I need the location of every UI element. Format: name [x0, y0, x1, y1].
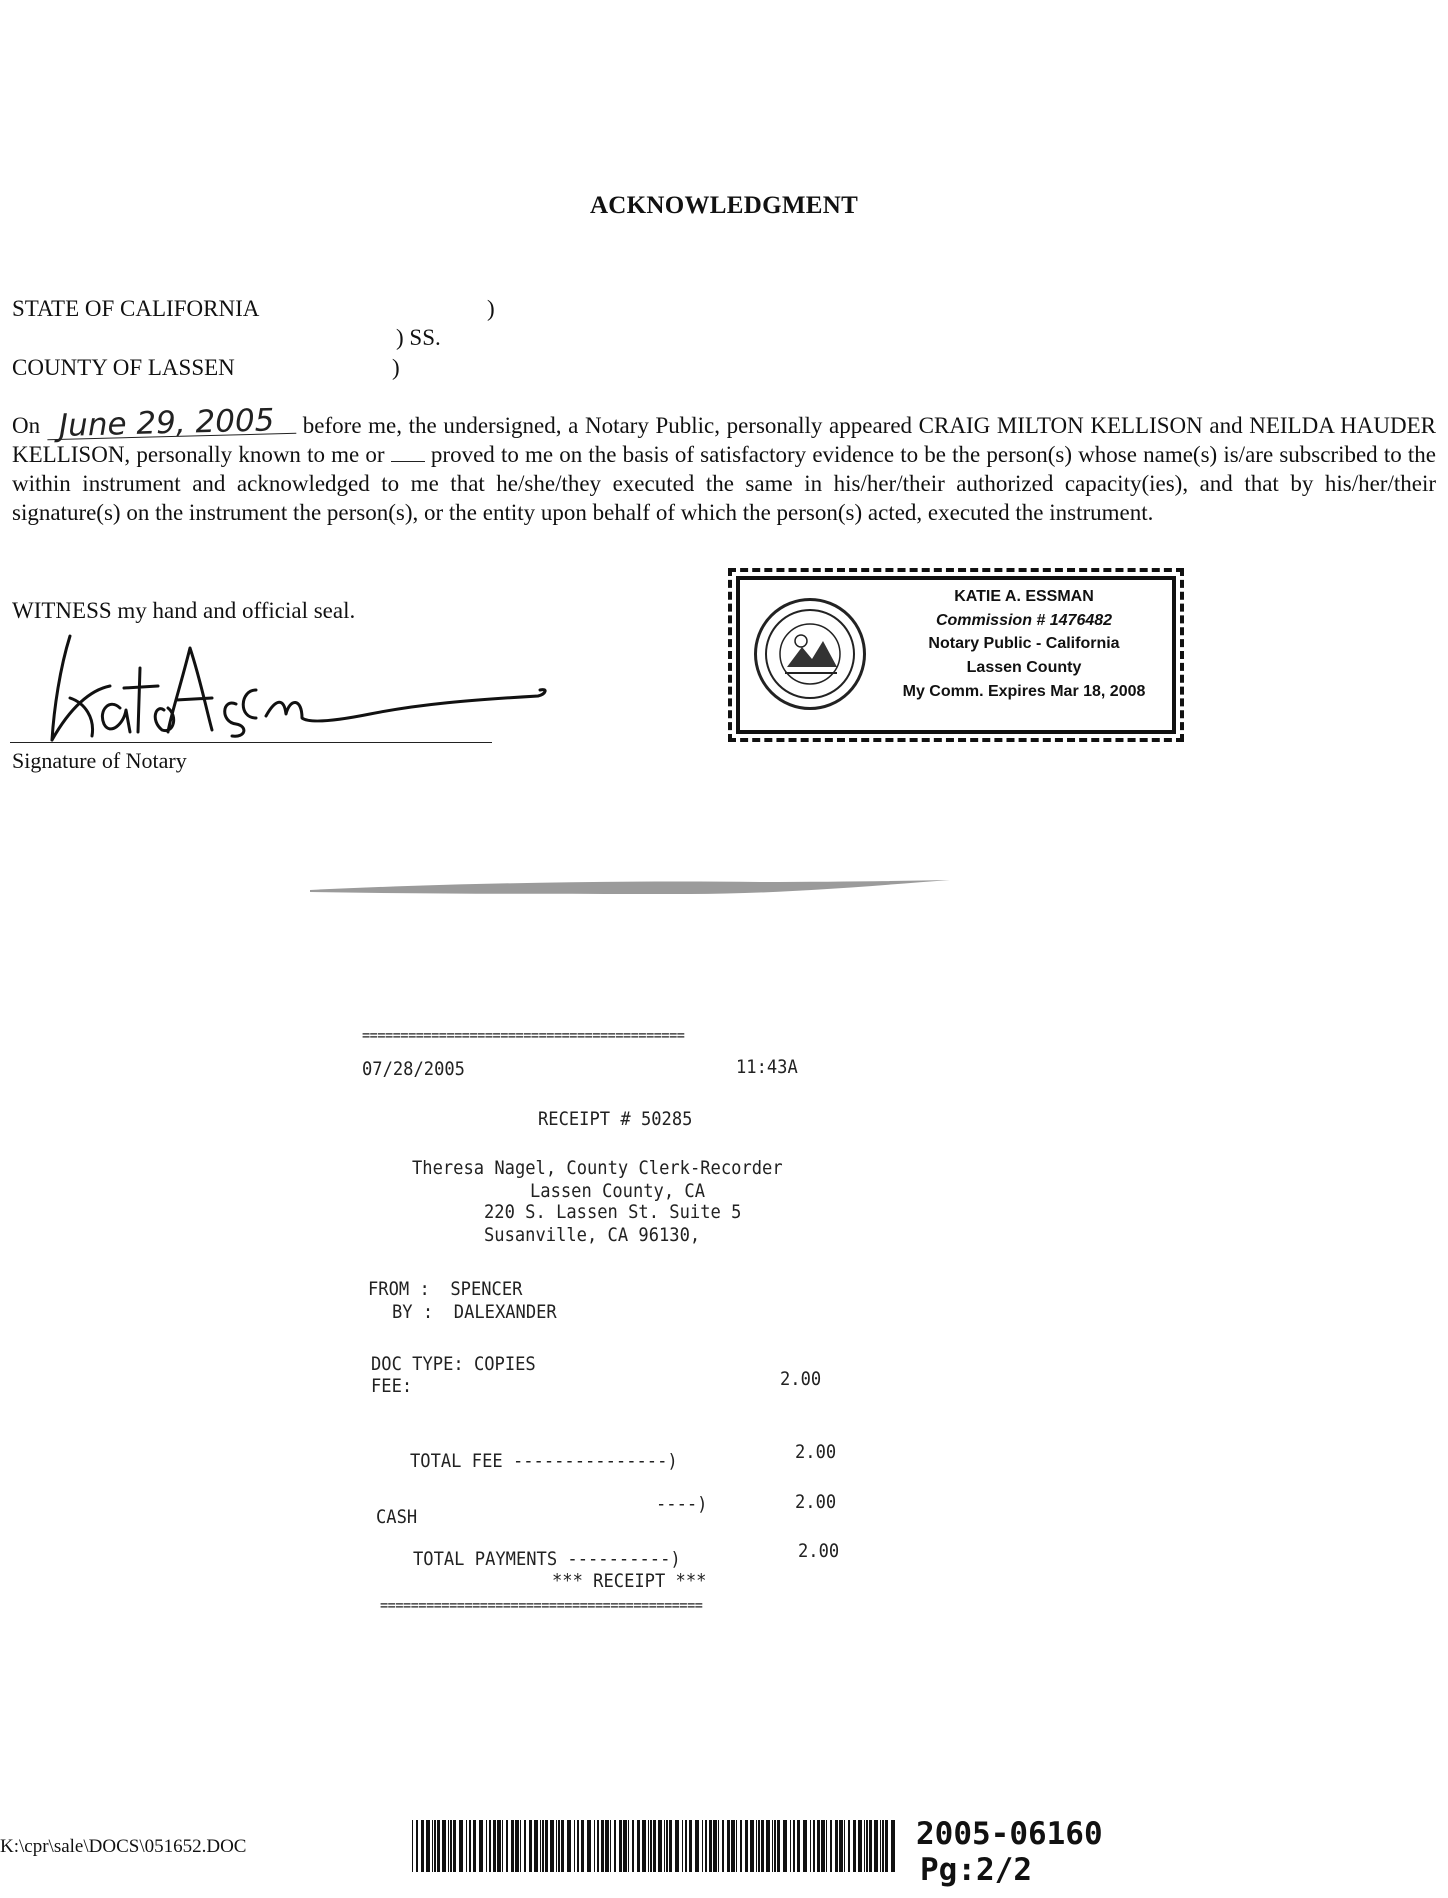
- witness-statement: WITNESS my hand and official seal.: [12, 598, 356, 623]
- receipt-total-fee-amount: 2.00: [795, 1441, 837, 1463]
- barcode-bar: [459, 1820, 463, 1872]
- paragraph-text-a: before me, the undersigned, a Notary Public, personally appeared CRAIG MILTON KELLISON and NEILDA HAUDER KELLISON, personally known to me or: [12, 413, 1436, 467]
- barcode-bar: [466, 1820, 467, 1872]
- barcode-bar: [524, 1820, 526, 1872]
- barcode-bar: [874, 1820, 878, 1872]
- barcode-bar: [540, 1820, 541, 1872]
- receipt-cash-arrow: ----): [656, 1493, 708, 1515]
- signature-line: [10, 742, 492, 743]
- barcode-bar: [416, 1820, 418, 1872]
- barcode-bar: [761, 1820, 764, 1872]
- stamp-notary-name: KATIE A. ESSMAN: [954, 588, 1094, 605]
- receipt-cash-label: CASH: [376, 1506, 418, 1528]
- barcode-bar: [885, 1820, 888, 1872]
- barcode-bar: [493, 1820, 496, 1872]
- barcode-bar: [637, 1820, 640, 1872]
- barcode-bar: [558, 1820, 560, 1872]
- receipt-bottom-rule: ==========================================: [380, 1596, 703, 1614]
- barcode-bar: [632, 1820, 634, 1872]
- barcode-bar: [650, 1820, 652, 1872]
- notary-stamp: [736, 576, 1176, 734]
- venue-state: STATE OF CALIFORNIA: [12, 296, 260, 321]
- page-number: Pg:2/2: [920, 1852, 1032, 1888]
- barcode-bar: [709, 1820, 712, 1872]
- barcode-bar: [740, 1820, 742, 1872]
- barcode-bar: [567, 1820, 571, 1872]
- barcode-bar: [756, 1820, 757, 1872]
- barcode-bar: [736, 1820, 737, 1872]
- receipt-total-fee-label: TOTAL FEE ---------------): [410, 1450, 678, 1472]
- notary-signature: [40, 628, 560, 748]
- receipt-total-payments-label: TOTAL PAYMENTS ----------): [413, 1548, 681, 1570]
- receipt-office-line: Theresa Nagel, County Clerk-Recorder: [412, 1157, 783, 1179]
- receipt-top-rule: ==========================================: [362, 1026, 685, 1044]
- barcode-bar: [450, 1820, 452, 1872]
- barcode-bar: [864, 1820, 865, 1872]
- barcode-bar: [758, 1820, 760, 1872]
- barcode-bar: [821, 1820, 825, 1872]
- barcode-bar: [675, 1820, 679, 1872]
- venue-ss: ) SS.: [396, 325, 441, 350]
- stamp-expiration: My Comm. Expires Mar 18, 2008: [902, 683, 1146, 700]
- barcode-bar: [412, 1820, 413, 1872]
- barcode-bar: [830, 1820, 832, 1872]
- signature-label: Signature of Notary: [12, 748, 187, 773]
- barcode-bar: [614, 1820, 616, 1872]
- receipt-doc-type: DOC TYPE: COPIES: [371, 1353, 536, 1375]
- barcode-bar: [669, 1820, 672, 1872]
- barcode-bar: [642, 1820, 646, 1872]
- barcode: [412, 1820, 902, 1872]
- barcode-bar: [766, 1820, 770, 1872]
- barcode-bar: [610, 1820, 611, 1872]
- receipt-total-payments-amount: 2.00: [798, 1540, 840, 1562]
- barcode-bar: [601, 1820, 604, 1872]
- barcode-bar: [664, 1820, 665, 1872]
- barcode-bar: [882, 1820, 884, 1872]
- barcode-bar: [587, 1820, 591, 1872]
- receipt-office-line: 220 S. Lassen St. Suite 5: [484, 1201, 742, 1223]
- barcode-bar: [866, 1820, 868, 1872]
- receipt-office-line: Lassen County, CA: [530, 1180, 706, 1202]
- barcode-bar: [520, 1820, 521, 1872]
- receipt-fee-label: FEE:: [371, 1375, 413, 1397]
- scan-smudge: [310, 872, 950, 912]
- barcode-bar: [577, 1820, 579, 1872]
- barcode-bar: [880, 1820, 881, 1872]
- barcode-bar: [489, 1820, 491, 1872]
- barcode-bar: [502, 1820, 503, 1872]
- barcode-bar: [605, 1820, 609, 1872]
- barcode-bar: [813, 1820, 815, 1872]
- barcode-bar: [685, 1820, 687, 1872]
- stamp-title: Notary Public - California: [928, 635, 1120, 652]
- barcode-bar: [858, 1820, 862, 1872]
- venue-county: COUNTY OF LASSEN: [12, 355, 235, 380]
- barcode-bar: [515, 1820, 519, 1872]
- acknowledgment-paragraph: [12, 402, 1437, 527]
- barcode-bar: [469, 1820, 471, 1872]
- receipt-fee-amount: 2.00: [780, 1368, 822, 1390]
- barcode-bar: [486, 1820, 487, 1872]
- barcode-bar: [839, 1820, 843, 1872]
- document-number: 2005-06160: [916, 1816, 1103, 1852]
- barcode-bar: [594, 1820, 595, 1872]
- barcode-bar: [810, 1820, 811, 1872]
- barcode-bar: [448, 1820, 449, 1872]
- venue-paren-bottom: ): [392, 355, 400, 380]
- on-word: On: [12, 413, 41, 438]
- barcode-bar: [506, 1820, 508, 1872]
- barcode-bar: [666, 1820, 668, 1872]
- barcode-bar: [421, 1820, 424, 1872]
- barcode-bar: [432, 1820, 433, 1872]
- barcode-bar: [561, 1820, 564, 1872]
- barcode-bar: [534, 1820, 538, 1872]
- receipt-footer: *** RECEIPT ***: [552, 1570, 707, 1592]
- barcode-bar: [648, 1820, 649, 1872]
- state-seal-icon: [754, 598, 866, 710]
- barcode-bar: [682, 1820, 683, 1872]
- barcode-bar: [434, 1820, 436, 1872]
- receipt-office-line: Susanville, CA 96130,: [484, 1224, 701, 1246]
- barcode-bar: [545, 1820, 548, 1872]
- receipt-by: BY : DALEXANDER: [392, 1301, 557, 1323]
- barcode-bar: [619, 1820, 622, 1872]
- receipt-time: 11:43A: [736, 1056, 798, 1078]
- barcode-bar: [653, 1820, 656, 1872]
- barcode-bar: [774, 1820, 776, 1872]
- receipt-from: FROM : SPENCER: [368, 1278, 523, 1300]
- barcode-bar: [658, 1820, 662, 1872]
- barcode-bar: [689, 1820, 692, 1872]
- barcode-bar: [750, 1820, 754, 1872]
- barcode-bar: [497, 1820, 501, 1872]
- barcode-bar: [623, 1820, 627, 1872]
- stamp-commission: Commission # 1476482: [935, 612, 1113, 629]
- blank-checkbox-line: [391, 443, 425, 462]
- barcode-bar: [817, 1820, 820, 1872]
- barcode-bar: [542, 1820, 544, 1872]
- barcode-bar: [891, 1820, 895, 1872]
- barcode-bar: [772, 1820, 773, 1872]
- barcode-bar: [844, 1820, 845, 1872]
- barcode-bar: [550, 1820, 554, 1872]
- barcode-bar: [826, 1820, 827, 1872]
- barcode-bar: [581, 1820, 584, 1872]
- barcode-bar: [869, 1820, 872, 1872]
- handwritten-date: June 29, 2005: [46, 407, 296, 441]
- barcode-bar: [437, 1820, 440, 1872]
- paragraph-text-b: proved to me on the basis of satisfactory evidence to be the person(s) whose name(s) is/are subscribed to the within instrument and acknowledged to me that he/she/they executed the same in his/her/their authorized capacity(ies), and that by his/her/their signature(s) on the instrument the person(s), or the entity upon behalf of which the person(s) acted, executed the instrument.: [12, 442, 1437, 525]
- barcode-bar: [597, 1820, 599, 1872]
- barcode-bar: [574, 1820, 575, 1872]
- barcode-bar: [453, 1820, 456, 1872]
- barcode-bar: [848, 1820, 850, 1872]
- barcode-bar: [442, 1820, 446, 1872]
- barcode-bar: [705, 1820, 707, 1872]
- barcode-bar: [511, 1820, 514, 1872]
- barcode-bar: [790, 1820, 791, 1872]
- barcode-bar: [479, 1820, 483, 1872]
- barcode-bar: [426, 1820, 430, 1872]
- barcode-bar: [718, 1820, 719, 1872]
- barcode-bar: [702, 1820, 703, 1872]
- document-title: ACKNOWLEDGMENT: [589, 192, 859, 219]
- barcode-bar: [797, 1820, 800, 1872]
- barcode-bar: [793, 1820, 795, 1872]
- file-path: K:\cpr\sale\DOCS\051652.DOC: [0, 1836, 247, 1857]
- barcode-bar: [727, 1820, 730, 1872]
- barcode-bar: [722, 1820, 724, 1872]
- barcode-bar: [783, 1820, 787, 1872]
- barcode-bar: [835, 1820, 838, 1872]
- barcode-bar: [853, 1820, 856, 1872]
- barcode-bar: [473, 1820, 476, 1872]
- barcode-bar: [628, 1820, 629, 1872]
- barcode-bar: [731, 1820, 735, 1872]
- barcode-bar: [695, 1820, 699, 1872]
- receipt-cash-amount: 2.00: [795, 1491, 837, 1513]
- barcode-bar: [556, 1820, 557, 1872]
- barcode-bar: [745, 1820, 748, 1872]
- barcode-bar: [713, 1820, 717, 1872]
- barcode-bar: [777, 1820, 780, 1872]
- barcode-bar: [529, 1820, 532, 1872]
- venue-paren-top: ): [487, 296, 495, 321]
- receipt-number: RECEIPT # 50285: [538, 1108, 693, 1130]
- receipt-date: 07/28/2005: [362, 1058, 465, 1080]
- barcode-bar: [803, 1820, 807, 1872]
- stamp-county: Lassen County: [966, 659, 1082, 676]
